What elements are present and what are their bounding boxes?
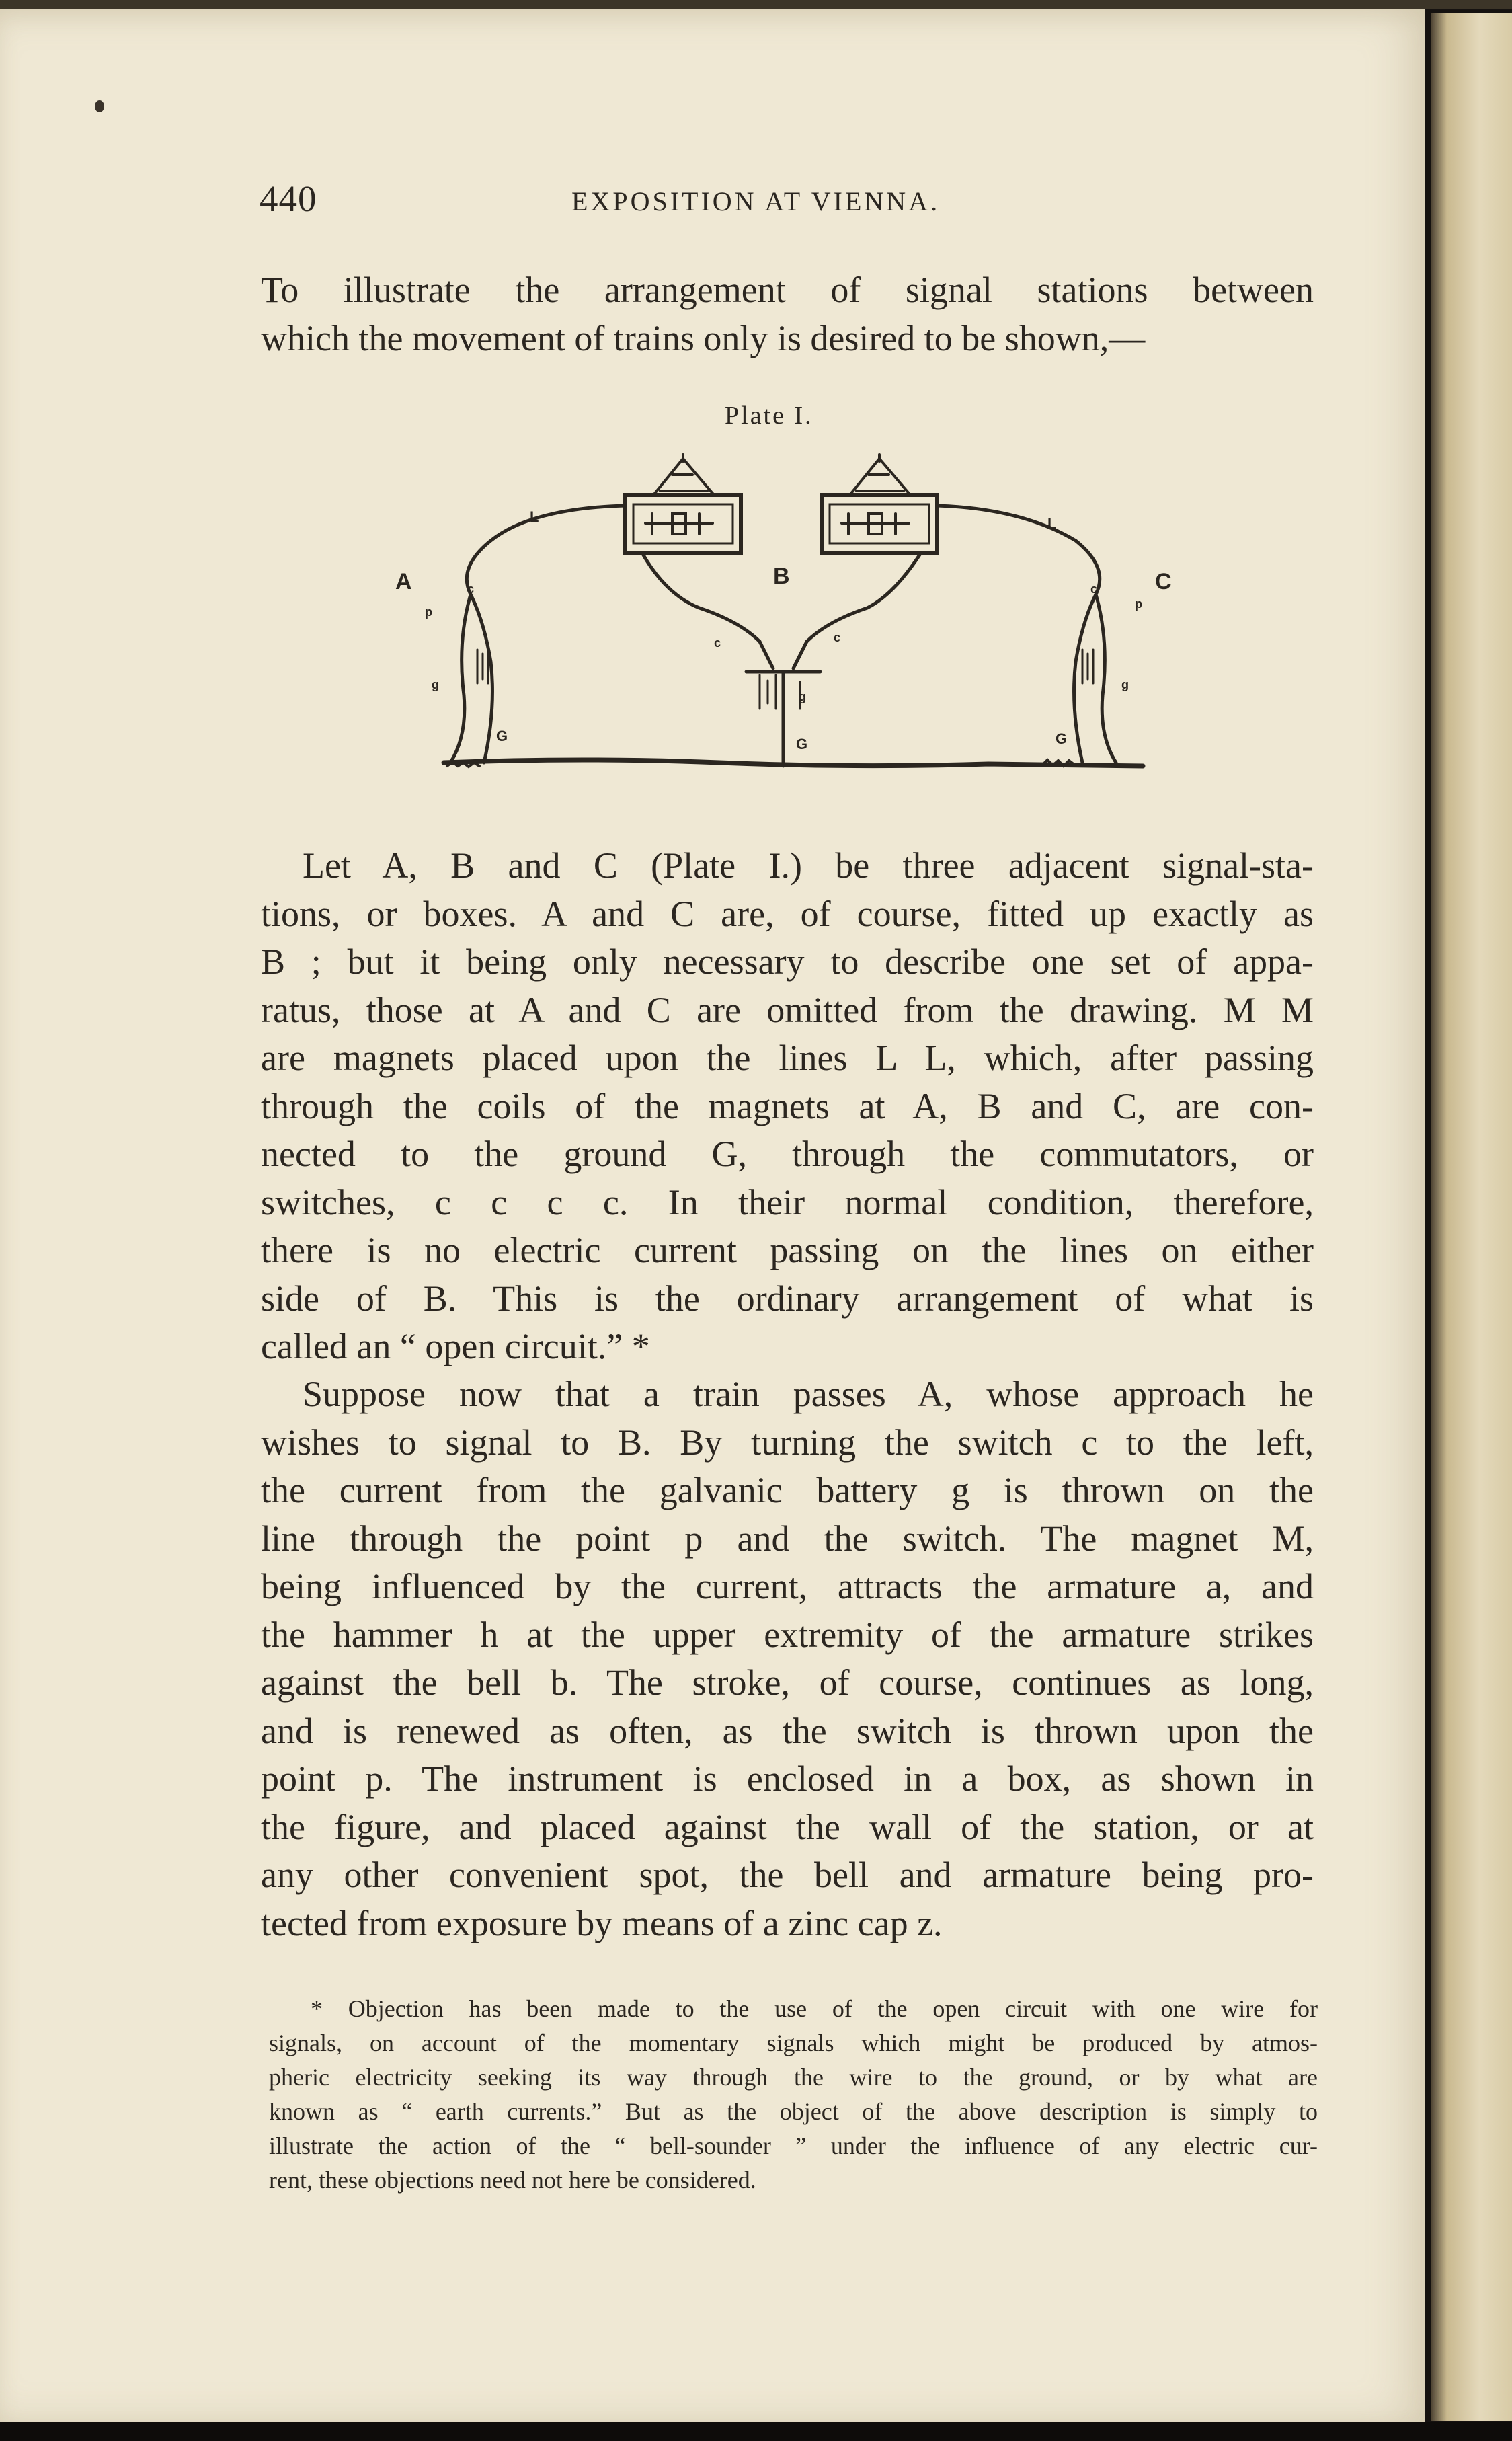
text-line: being influenced by the current, attracts the armature a, and (261, 1566, 1314, 1606)
text-line: point p. The instrument is enclosed in a box, as shown in (261, 1758, 1314, 1799)
text-line: Let A, B and C (Plate I.) be three adjacent signal-sta- (303, 845, 1314, 886)
footnote-line: signals, on account of the momentary signals which might be produced by atmos- (269, 2029, 1318, 2056)
text-line: side of B. This is the ordinary arrangement of what is (261, 1278, 1314, 1319)
ink-spot (95, 100, 104, 112)
footnote-line: rent, these objections need not here be considered. (269, 2167, 756, 2194)
body-paragraph-2 (261, 1370, 1314, 1947)
text-line: ratus, those at A and C are omitted from the drawing. M M (261, 989, 1314, 1030)
text-line: the hammer h at the upper extremity of the armature strikes (261, 1614, 1314, 1655)
text-line: tions, or boxes. A and C are, of course, fitted up exactly as (261, 893, 1314, 934)
label-ground-c: G (1056, 730, 1068, 747)
running-head: EXPOSITION AT VIENNA. (571, 186, 941, 217)
intro-paragraph (261, 266, 1314, 362)
label-station-b: B (773, 564, 790, 589)
page-number: 440 (260, 178, 317, 219)
book-top-edge (0, 0, 1512, 9)
text-line: there is no electric current passing on the lines on either (261, 1230, 1314, 1270)
text-line: and is renewed as often, as the switch is thrown upon the (261, 1710, 1314, 1751)
text-line: tected from exposure by means of a zinc cap z. (261, 1902, 943, 1943)
text-line: any other convenient spot, the bell and armature being pro- (261, 1855, 1314, 1895)
text-line: line through the point p and the switch. The magnet M, (261, 1518, 1314, 1559)
label-line-right: L (1047, 515, 1057, 532)
footnote-line: known as “ earth currents.” But as the object of the above description is simply to (269, 2098, 1318, 2125)
label-ground-a: G (496, 728, 508, 744)
text-line: nected to the ground G, through the commutators, or (261, 1134, 1314, 1174)
footnote-line: illustrate the action of the “ bell-sounder ” under the influence of any electric cur- (269, 2132, 1318, 2159)
label-switch-a: c (467, 582, 475, 596)
label-station-a: A (395, 569, 412, 594)
body-paragraph-1 (261, 842, 1314, 1371)
circuit-diagram (383, 440, 1190, 789)
facing-page-edge (1431, 13, 1512, 2421)
label-point-a: p (425, 605, 432, 619)
label-battery-a: g (432, 678, 439, 691)
text-line: To illustrate the arrangement of signal stations between (261, 270, 1314, 310)
text-line: are magnets placed upon the lines L L, which, after passing (261, 1038, 1314, 1078)
text-line: Suppose now that a train passes A, whose approach he (303, 1374, 1314, 1414)
footnote-line: * Objection has been made to the use of the open circuit with one wire for (311, 1995, 1318, 2022)
label-station-c: C (1155, 569, 1172, 594)
label-battery-b: g (799, 690, 806, 703)
label-battery-c: g (1121, 678, 1129, 691)
text-line: the figure, and placed against the wall of the station, or at (261, 1806, 1314, 1847)
label-line-left: L (530, 508, 539, 525)
footnote (269, 1992, 1318, 2198)
text-line: switches, c c c c. In their normal condition, therefore, (261, 1181, 1314, 1223)
label-switch-b-left: c (714, 636, 721, 650)
text-line: through the coils of the magnets at A, B and C, are con- (261, 1085, 1314, 1126)
text-line: called an “ open circuit.” * (261, 1326, 650, 1366)
text-line: wishes to signal to B. By turning the switch c to the left, (261, 1422, 1314, 1463)
book-bottom-edge (0, 2422, 1512, 2441)
label-switch-b-right: c (834, 631, 841, 644)
label-point-c: p (1135, 597, 1142, 611)
plate-title: Plate I. (725, 401, 813, 430)
book-page (0, 9, 1425, 2422)
text-line: the current from the galvanic battery g is thrown on the (261, 1470, 1314, 1510)
text-line: B ; but it being only necessary to describe one set of appa- (261, 941, 1314, 982)
footnote-line: pheric electricity seeking its way through the wire to the ground, or by what are (269, 2064, 1318, 2091)
plate-figure (383, 440, 1190, 789)
text-line: which the movement of trains only is desired to be shown,— (261, 317, 1146, 358)
label-switch-c: c (1090, 582, 1098, 596)
label-ground-b: G (796, 736, 808, 752)
text-line: against the bell b. The stroke, of course, continues as long, (261, 1662, 1314, 1703)
